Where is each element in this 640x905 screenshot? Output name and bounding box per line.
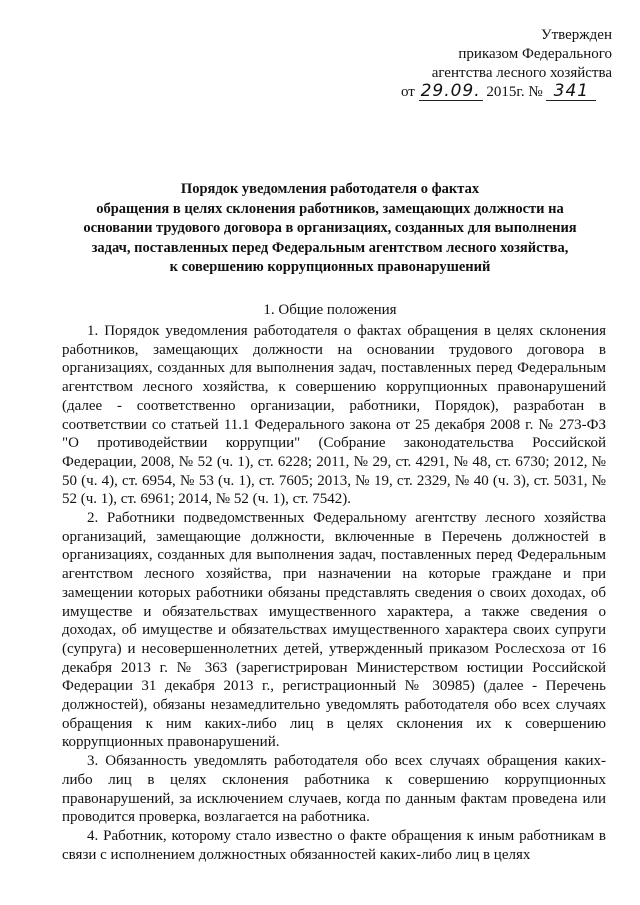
- title-line: задач, поставленных перед Федеральным агентством лесного хозяйства,: [91, 239, 569, 256]
- approval-date-line: [392, 83, 612, 102]
- title-line: основании трудового договора в организациях, созданных для выполнения: [83, 220, 577, 236]
- approval-line-agency: агентства лесного хозяйства: [431, 65, 612, 81]
- handwritten-date: 29.09.: [420, 81, 481, 101]
- approval-year-label: 2015г. №: [486, 84, 543, 100]
- paragraph-3: 3. Обязанность уведомлять работодателя обо всех случаях обращения каких-либо лиц в целях склонения работника к совершению коррупционных правонарушений, за исключением случаев, когда по данным фактам проведена или проводится проверка, возлагается на работника.: [62, 753, 606, 826]
- approval-line-order: приказом Федерального: [458, 46, 612, 62]
- title-line: к совершению коррупционных правонарушений: [169, 259, 491, 275]
- paragraph-4: 4. Работник, которому стало известно о факте обращения к иным работникам в связи с исполнением должностных обязанностей каких-либо лиц в целях: [62, 827, 606, 863]
- paragraph-1: 1. Порядок уведомления работодателя о фактах обращения в целях склонения работников, замещающих должности на основании трудового договора в организациях, созданных для выполнения задач, поставленных перед Федеральным агентством лесного хозяйства, к совершению коррупционных правонарушений (далее - соответственно организации, работники, Порядок), разработан в соответствии со статьей 11.1 Федерального закона от 25 декабря 2008 г. № 273-ФЗ "О противодействии коррупции" (Собрание законодательства Российской Федерации, 2008, № 52 (ч. 1), ст. 6228; 2011, № 29, ст. 4291, № 48, ст. 6730; 2012, № 50 (ч. 4), ст. 6954, № 53 (ч. 1), ст. 7605; 2013, № 19, ст. 2329, № 40 (ч. 3), ст. 5031, № 52 (ч. 1), ст. 6961; 2014, № 52 (ч. 1), ст. 7542).: [62, 323, 606, 508]
- title-line: обращения в целях склонения работников, замещающих должности на: [96, 200, 564, 217]
- document-title: [60, 180, 600, 278]
- paragraph-2: 2. Работники подведомственных Федеральному агентству лесного хозяйства организаций, замещающие должности, включенные в Перечень должностей в организациях, созданных для выполнения задач, поставленных перед Федеральным агентством лесного хозяйства, при назначении на которые граждане и при замещении которых работники обязаны представлять сведения о своих доходах, об имуществе и обязательствах имущественного характера, а также сведения о доходах, об имуществе и обязательствах имущественного характера своих супруги (супруга) и несовершеннолетних детей, утвержденный приказом Рослесхоза от 16 декабря 2013 г. № 363 (зарегистрирован Министерством юстиции Российской Федерации 31 декабря 2013 г., регистрационный № 30985) (далее - Перечень должностей), обязаны незамедлительно уведомлять работодателя обо всех случаях обращения к ним каких-либо лиц в целях склонения их к совершению коррупционных правонарушений.: [62, 510, 606, 751]
- document-body: [62, 322, 606, 864]
- approval-stamp: [392, 26, 612, 102]
- approval-line-approved: Утвержден: [540, 27, 612, 43]
- handwritten-order-number: 341: [546, 83, 596, 101]
- title-line: Порядок уведомления работодателя о фактах: [180, 181, 480, 197]
- approval-from-label: от: [401, 84, 415, 100]
- section-heading: 1. Общие положения: [263, 302, 397, 318]
